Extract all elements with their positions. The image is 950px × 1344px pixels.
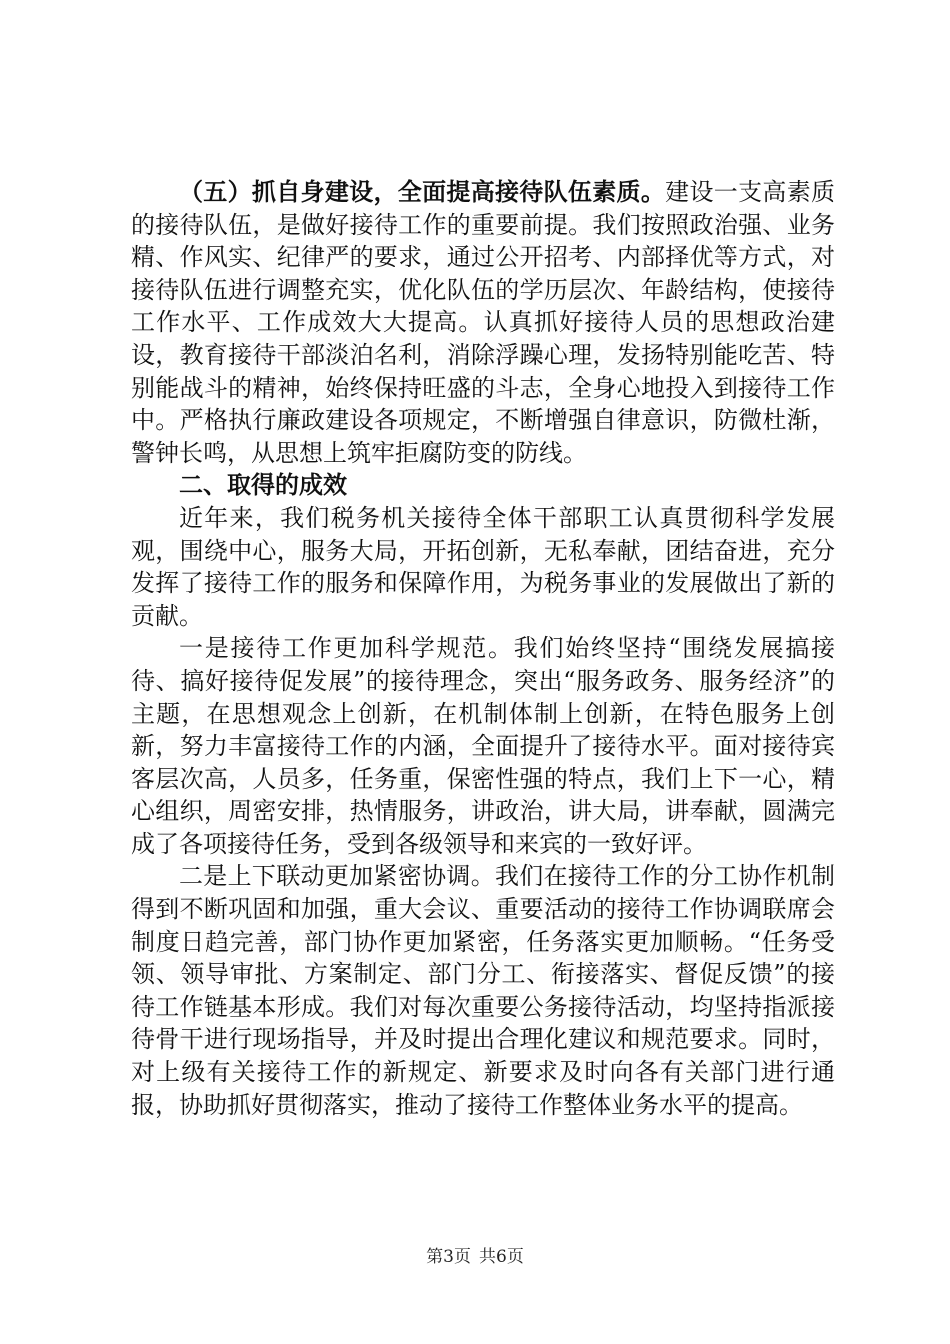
page-footer <box>0 1242 950 1267</box>
document-body <box>131 176 835 1121</box>
section-five-lead: （五）抓自身建设，全面提高接待队伍素质。 <box>179 177 666 206</box>
point-two-paragraph: 二是上下联动更加紧密协调。我们在接待工作的分工协作机制得到不断巩固和加强，重大会议、重要活动的接待工作协调联席会制度日趋完善，部门协作更加紧密，任务落实更加顺畅。“任务受领、领导审批、方案制定、部门分工、衔接落实、督促反馈”的接待工作链基本形成。我们对每次重要公务接待活动，均坚持指派接待骨干进行现场指导，并及时提出合理化建议和规范要求。同时，对上级有关接待工作的新规定、新要求及时向各有关部门进行通报，协助抓好贯彻落实，推动了接待工作整体业务水平的提高。 <box>131 862 835 1119</box>
intro-paragraph: 近年来，我们税务机关接待全体干部职工认真贯彻科学发展观，围绕中心，服务大局，开拓创新，无私奉献，团结奋进，充分发挥了接待工作的服务和保障作用，为税务事业的发展做出了新的贡献。 <box>131 503 835 630</box>
section-five-paragraph <box>131 176 835 469</box>
page-total: 共6页 <box>479 1247 524 1267</box>
section-five-body: 建设一支高素质的接待队伍，是做好接待工作的重要前提。我们按照政治强、业务精、作风实、纪律严的要求，通过公开招考、内部择优等方式，对接待队伍进行调整充实，优化队伍的学历层次、年龄结构，使接待工作水平、工作成效大大提高。认真抓好接待人员的思想政治建设，教育接待干部淡泊名利，消除浮躁心理，发扬特别能吃苦、特别能战斗的精神，始终保持旺盛的斗志，全身心地投入到接待工作中。严格执行廉政建设各项规定，不断增强自律意识，防微杜渐，警钟长鸣，从思想上筑牢拒腐防变的防线。 <box>131 178 836 467</box>
section-heading-achievements: 二、取得的成效 <box>179 470 347 500</box>
point-one-paragraph: 一是接待工作更加科学规范。我们始终坚持“围绕发展搞接待、搞好接待促发展”的接待理念，突出“服务政务、服务经济”的主题，在思想观念上创新，在机制体制上创新，在特色服务上创新，努力丰富接待工作的内涵，全面提升了接待水平。面对接待宾客层次高，人员多，任务重，保密性强的特点，我们上下一心，精心组织，周密安排，热情服务，讲政治，讲大局，讲奉献，圆满完成了各项接待任务，受到各级领导和来宾的一致好评。 <box>131 634 835 858</box>
page-number: 第3页 <box>426 1247 471 1267</box>
